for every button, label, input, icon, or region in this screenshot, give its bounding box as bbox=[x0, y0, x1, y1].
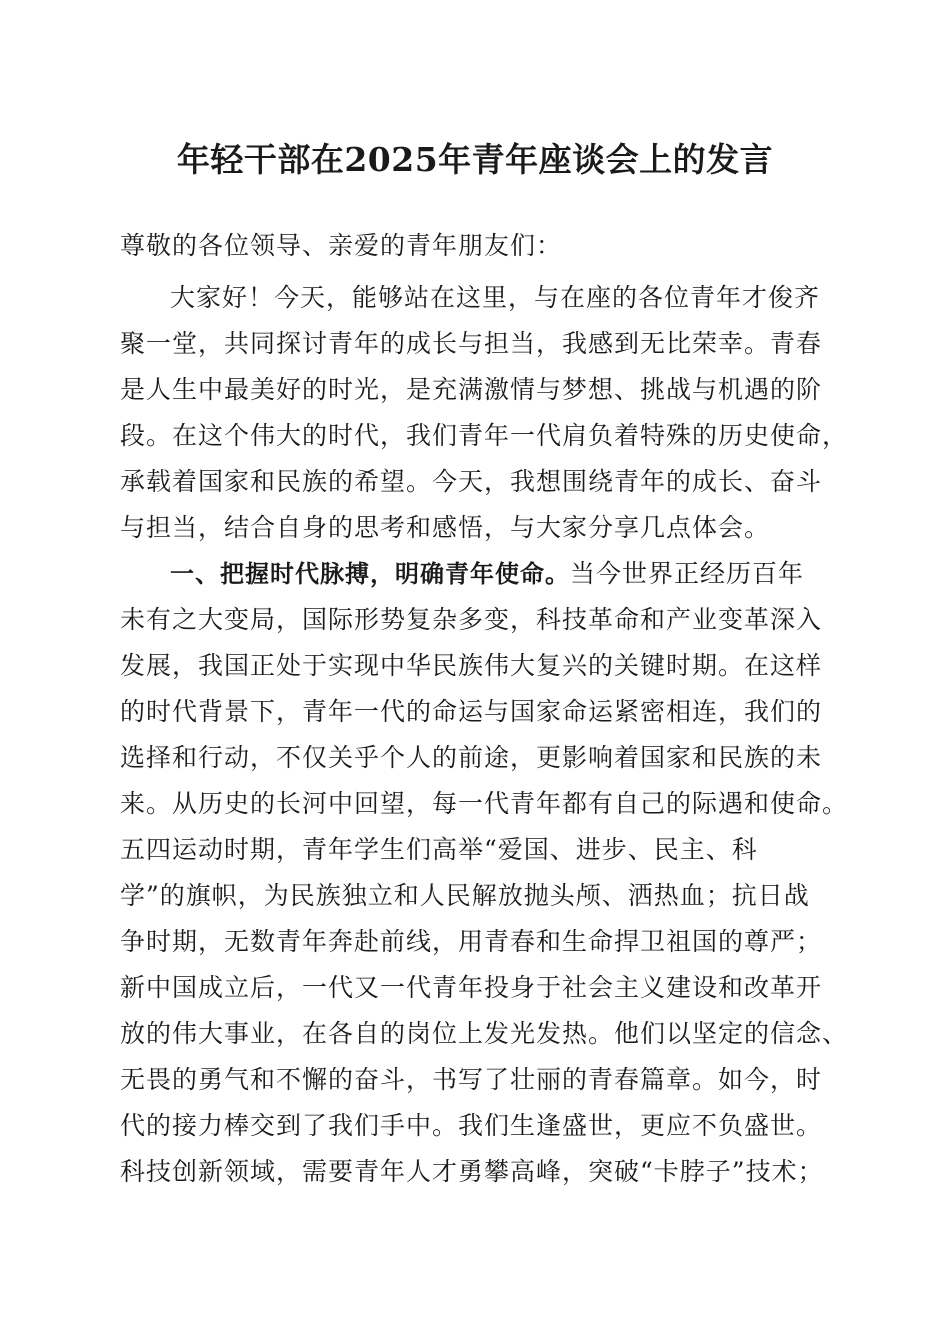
paragraph-line: 段。在这个伟大的时代，我们青年一代肩负着特殊的历史使命， bbox=[120, 421, 849, 450]
paragraph-line: 来。从历史的长河中回望，每一代青年都有自己的际遇和使命。 bbox=[120, 789, 849, 818]
document-title: 年轻干部在2025年青年座谈会上的发言 bbox=[176, 140, 774, 179]
paragraph-line: 大家好！今天，能够站在这里，与在座的各位青年才俊齐 bbox=[170, 283, 821, 312]
paragraph-line: 与担当，结合自身的思考和感悟，与大家分享几点体会。 bbox=[120, 513, 771, 542]
paragraph-line: 的时代背景下，青年一代的命运与国家命运紧密相连，我们的 bbox=[120, 697, 823, 726]
paragraph-line: 新中国成立后，一代又一代青年投身于社会主义建设和改革开 bbox=[120, 973, 823, 1002]
paragraph-line: 五四运动时期，青年学生们高举“爱国、进步、民主、科 bbox=[120, 835, 758, 864]
paragraph-line: 未有之大变局，国际形势复杂多变，科技革命和产业变革深入 bbox=[120, 605, 823, 634]
salutation: 尊敬的各位领导、亲爱的青年朋友们： bbox=[120, 231, 563, 260]
section-heading: 一、把握时代脉搏，明确青年使命。 bbox=[170, 560, 570, 588]
section-first-line bbox=[170, 551, 804, 597]
paragraph-line: 放的伟大事业，在各自的岗位上发光发热。他们以坚定的信念、 bbox=[120, 1019, 849, 1048]
paragraph-line: 选择和行动，不仅关乎个人的前途，更影响着国家和民族的未 bbox=[120, 743, 823, 772]
paragraph-line: 学”的旗帜，为民族独立和人民解放抛头颅、洒热血；抗日战 bbox=[120, 881, 810, 910]
section-text: 当今世界正经历百年 bbox=[570, 559, 805, 588]
paragraph-line: 代的接力棒交到了我们手中。我们生逢盛世，更应不负盛世。 bbox=[120, 1111, 823, 1140]
paragraph-line: 聚一堂，共同探讨青年的成长与担当，我感到无比荣幸。青春 bbox=[120, 329, 823, 358]
paragraph-line: 承载着国家和民族的希望。今天，我想围绕青年的成长、奋斗 bbox=[120, 467, 823, 496]
paragraph-line: 发展，我国正处于实现中华民族伟大复兴的关键时期。在这样 bbox=[120, 651, 823, 680]
paragraph-line: 无畏的勇气和不懈的奋斗，书写了壮丽的青春篇章。如今，时 bbox=[120, 1065, 823, 1094]
paragraph-line: 争时期，无数青年奔赴前线，用青春和生命捍卫祖国的尊严； bbox=[120, 927, 823, 956]
paragraph-line: 是人生中最美好的时光，是充满激情与梦想、挑战与机遇的阶 bbox=[120, 375, 823, 404]
paragraph-line: 科技创新领域，需要青年人才勇攀高峰，突破“卡脖子”技术； bbox=[120, 1157, 824, 1186]
